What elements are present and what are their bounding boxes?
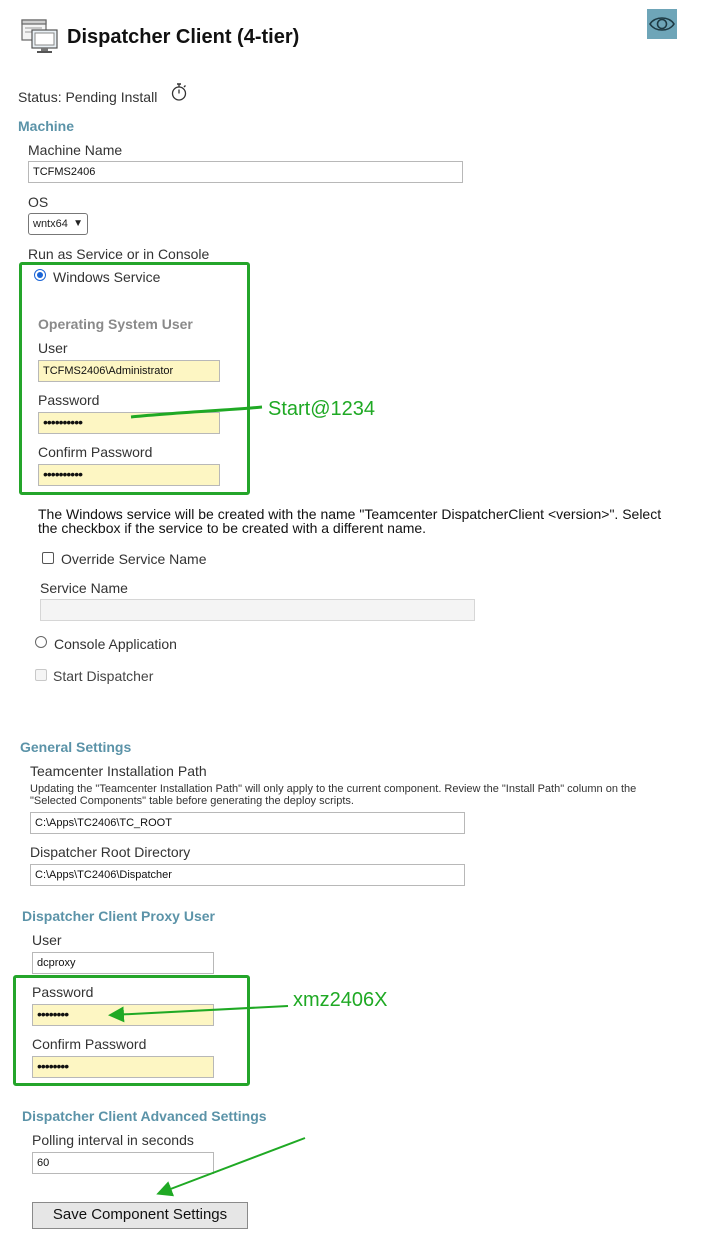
save-component-settings-button[interactable]: Save Component Settings (32, 1202, 248, 1229)
dispatcher-root-input[interactable]: C:\Apps\TC2406\Dispatcher (30, 864, 465, 886)
os-user-label: User (38, 340, 68, 356)
proxy-confirm-password-label: Confirm Password (32, 1036, 147, 1052)
windows-service-label: Windows Service (53, 269, 161, 285)
machine-name-label: Machine Name (28, 142, 123, 158)
status-text: Status: Pending Install (18, 89, 158, 105)
proxy-password-arrow (112, 1006, 288, 1015)
page-title: Dispatcher Client (4-tier) (67, 26, 300, 48)
start-dispatcher-label: Start Dispatcher (53, 668, 154, 684)
general-settings-heading: General Settings (20, 739, 132, 755)
proxy-password-input[interactable]: •••••••• (32, 1004, 214, 1026)
os-select-value: wntx64 (33, 218, 68, 230)
dispatcher-root-label: Dispatcher Root Directory (30, 844, 191, 860)
os-password-annotation: Start@1234 (268, 398, 376, 420)
install-path-note-line-2: "Selected Components" table before generating the deploy scripts. (30, 795, 354, 807)
save-button-arrow (160, 1138, 305, 1193)
proxy-user-label: User (32, 932, 62, 948)
proxy-password-label: Password (32, 984, 94, 1000)
os-password-input[interactable]: •••••••••• (38, 412, 220, 434)
os-user-input[interactable]: TCFMS2406\Administrator (38, 360, 220, 382)
proxy-password-annotation: xmz2406X (293, 989, 388, 1011)
advanced-settings-heading: Dispatcher Client Advanced Settings (22, 1108, 267, 1124)
chevron-down-icon: ▼ (73, 218, 83, 229)
polling-interval-input[interactable]: 60 (32, 1152, 214, 1174)
install-path-label: Teamcenter Installation Path (30, 763, 207, 779)
proxy-user-input[interactable]: dcproxy (32, 952, 214, 974)
service-name-label: Service Name (40, 580, 128, 596)
os-password-label: Password (38, 392, 100, 408)
polling-interval-label: Polling interval in seconds (32, 1132, 194, 1148)
os-confirm-password-input[interactable]: •••••••••• (38, 464, 220, 486)
install-path-note-line-1: Updating the "Teamcenter Installation Path" will only apply to the current component. Review the "Install Path" column on the (30, 783, 637, 795)
console-application-label: Console Application (54, 636, 177, 652)
os-label: OS (28, 194, 49, 210)
proxy-confirm-password-input[interactable]: •••••••• (32, 1056, 214, 1078)
machine-section-heading: Machine (18, 118, 75, 134)
override-service-name-label: Override Service Name (61, 551, 207, 567)
service-note-line-1: The Windows service will be created with the name "Teamcenter DispatcherClient <version>". Select (38, 506, 662, 522)
os-password-arrow (131, 407, 262, 417)
install-path-input[interactable]: C:\Apps\TC2406\TC_ROOT (30, 812, 465, 834)
proxy-user-heading: Dispatcher Client Proxy User (22, 908, 215, 924)
run-mode-label: Run as Service or in Console (28, 246, 210, 262)
machine-name-input[interactable]: TCFMS2406 (28, 161, 463, 183)
os-confirm-password-label: Confirm Password (38, 444, 153, 460)
os-user-heading: Operating System User (38, 316, 193, 332)
service-note-line-2: the checkbox if the service to be created with a different name. (38, 520, 427, 536)
